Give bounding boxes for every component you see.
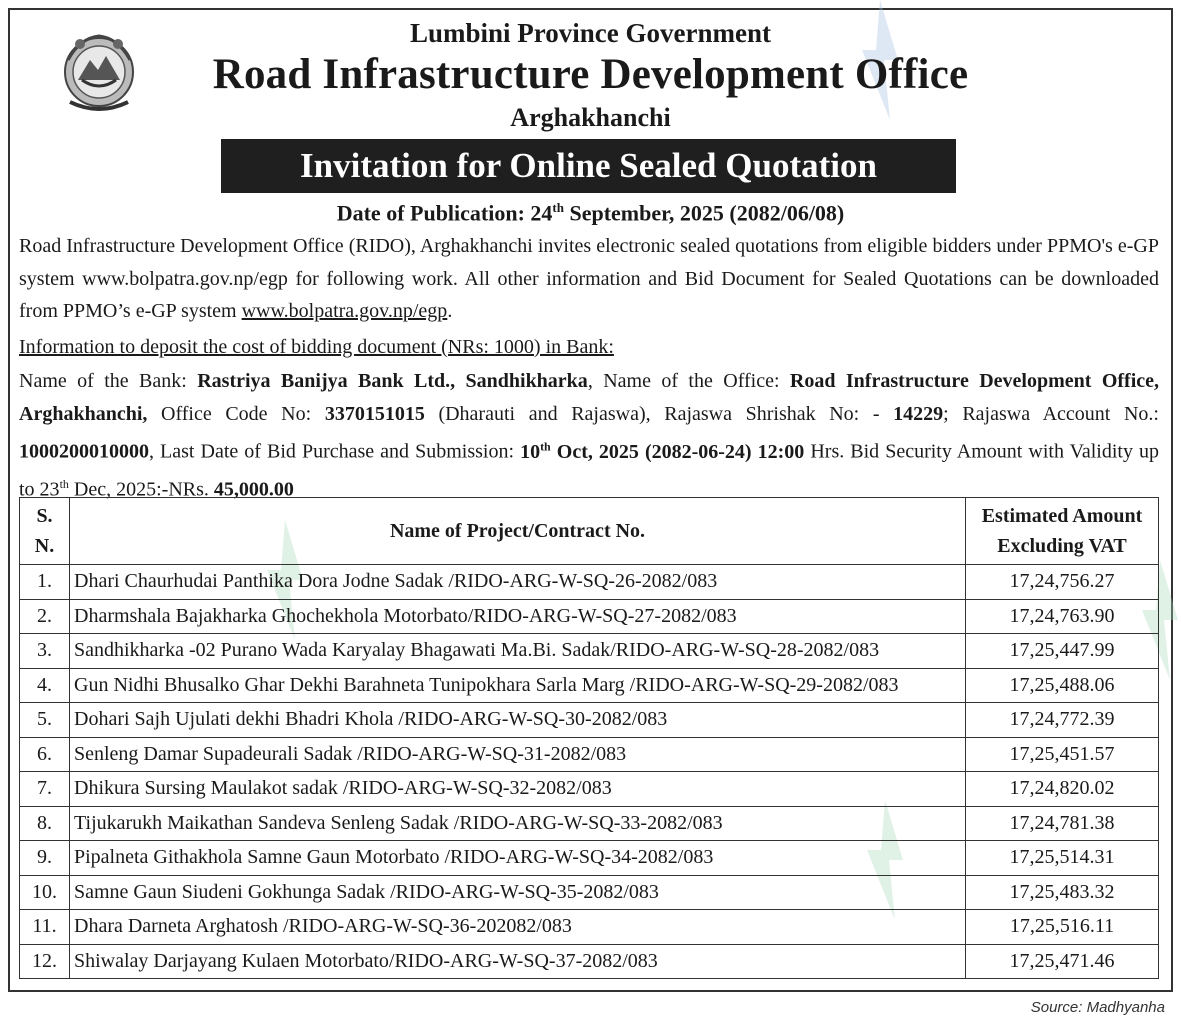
row-amount: 17,24,820.02 <box>966 772 1159 807</box>
deposit-heading: Information to deposit the cost of bidding document (NRs: 1000) in Bank: <box>19 336 614 358</box>
table-row <box>20 668 1159 703</box>
egp-link[interactable]: www.bolpatra.gov.np/egp <box>241 300 448 323</box>
row-project-name: Dhara Darneta Arghatosh /RIDO-ARG-W-SQ-36-202082/083 <box>70 910 966 945</box>
row-project-name: Dhari Chaurhudai Panthika Dora Jodne Sadak /RIDO-ARG-W-SQ-26-2082/083 <box>70 565 966 600</box>
notice-banner: Invitation for Online Sealed Quotation <box>221 139 956 193</box>
row-amount: 17,25,447.99 <box>966 634 1159 669</box>
row-amount: 17,25,488.06 <box>966 668 1159 703</box>
table-row <box>20 703 1159 738</box>
bank-info-paragraph: Name of the Bank: Rastriya Banijya Bank Ltd., Sandhikharka, Name of the Office: Road Infrastructure Development Office, Arghakhanchi, Office Code No: 3370151015 (Dharauti and Rajaswa), Rajaswa Shrishak No: - 14229; Rajaswa Account No.: 1000200010000, Last Date of Bid Purchase and Submission: 10th Oct, 2025 (2082-06-24) 12:00 Hrs. Bid Security Amount with Validity up to 23th Dec, 2025:-NRs. 45,000.00 <box>19 370 1160 502</box>
row-sn: 6. <box>20 737 70 772</box>
province-title: Lumbini Province Government <box>410 18 771 48</box>
row-project-name: Pipalneta Githakhola Samne Gaun Motorbato /RIDO-ARG-W-SQ-34-2082/083 <box>70 841 966 876</box>
table-row <box>20 565 1159 600</box>
table-row <box>20 910 1159 945</box>
row-sn: 11. <box>20 910 70 945</box>
row-sn: 1. <box>20 565 70 600</box>
row-sn: 7. <box>20 772 70 807</box>
table-row <box>20 875 1159 910</box>
row-sn: 10. <box>20 875 70 910</box>
row-project-name: Gun Nidhi Bhusalko Ghar Dekhi Barahneta Tunipokhara Sarla Marg /RIDO-ARG-W-SQ-29-2082/083 <box>70 668 966 703</box>
office-title: Road Infrastructure Development Office <box>212 51 969 98</box>
row-project-name: Senleng Damar Supadeurali Sadak /RIDO-ARG-W-SQ-31-2082/083 <box>70 737 966 772</box>
table-row <box>20 737 1159 772</box>
intro-paragraph: Road Infrastructure Development Office (RIDO), Arghakhanchi invites electronic sealed quotations from eligible bidders under PPMO's e-GP system www.bolpatra.gov.np/egp for following work. All other information and Bid Document for Sealed Quotations can be downloaded from PPMO’s e-GP system www.bolpatra.gov.np/egp. <box>19 235 1159 323</box>
row-amount: 17,24,781.38 <box>966 806 1159 841</box>
row-sn: 3. <box>20 634 70 669</box>
row-sn: 12. <box>20 944 70 979</box>
row-amount: 17,25,451.57 <box>966 737 1159 772</box>
col-amount-header: Estimated Amount Excluding VAT <box>966 498 1159 565</box>
row-project-name: Shiwalay Darjayang Kulaen Motorbato/RIDO-ARG-W-SQ-37-2082/083 <box>70 944 966 979</box>
source-credit: Source: Madhyanha <box>1030 999 1165 1016</box>
col-sn-header: S. N. <box>20 498 70 565</box>
quotation-table <box>19 497 1159 979</box>
row-sn: 8. <box>20 806 70 841</box>
row-sn: 9. <box>20 841 70 876</box>
table-row <box>20 806 1159 841</box>
col-name-header: Name of Project/Contract No. <box>70 498 966 565</box>
row-sn: 5. <box>20 703 70 738</box>
publication-date: Date of Publication: 24th September, 2025 (2082/06/08) <box>336 200 845 226</box>
row-amount: 17,25,483.32 <box>966 875 1159 910</box>
row-project-name: Tijukarukh Maikathan Sandeva Senleng Sadak /RIDO-ARG-W-SQ-33-2082/083 <box>70 806 966 841</box>
table-row <box>20 599 1159 634</box>
row-project-name: Sandhikharka -02 Purano Wada Karyalay Bhagawati Ma.Bi. Sadak/RIDO-ARG-W-SQ-28-2082/083 <box>70 634 966 669</box>
row-project-name: Dohari Sajh Ujulati dekhi Bhadri Khola /RIDO-ARG-W-SQ-30-2082/083 <box>70 703 966 738</box>
row-project-name: Dhikura Sursing Maulakot sadak /RIDO-ARG-W-SQ-32-2082/083 <box>70 772 966 807</box>
district-title: Arghakhanchi <box>510 103 671 132</box>
row-sn: 2. <box>20 599 70 634</box>
table-row <box>20 944 1159 979</box>
row-amount: 17,24,756.27 <box>966 565 1159 600</box>
row-project-name: Samne Gaun Siudeni Gokhunga Sadak /RIDO-ARG-W-SQ-35-2082/083 <box>70 875 966 910</box>
table-row <box>20 772 1159 807</box>
row-amount: 17,25,471.46 <box>966 944 1159 979</box>
table-row <box>20 634 1159 669</box>
row-amount: 17,25,514.31 <box>966 841 1159 876</box>
table-row <box>20 841 1159 876</box>
row-sn: 4. <box>20 668 70 703</box>
row-amount: 17,25,516.11 <box>966 910 1159 945</box>
row-amount: 17,24,763.90 <box>966 599 1159 634</box>
row-amount: 17,24,772.39 <box>966 703 1159 738</box>
table-header-row <box>20 498 1159 565</box>
row-project-name: Dharmshala Bajakharka Ghochekhola Motorbato/RIDO-ARG-W-SQ-27-2082/083 <box>70 599 966 634</box>
